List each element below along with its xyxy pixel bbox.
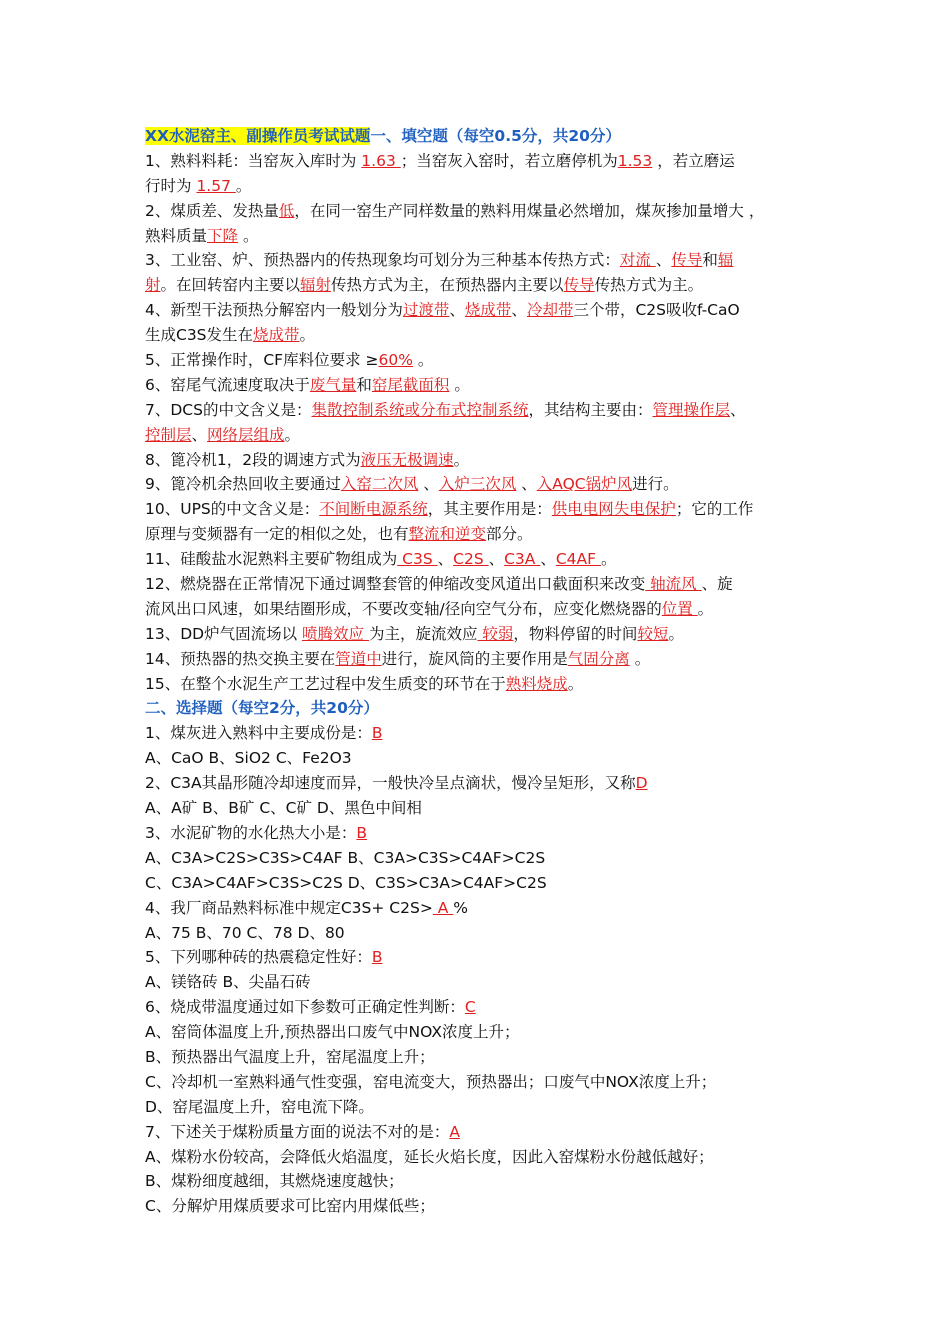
answer-text: 管道中 <box>335 649 382 668</box>
question-line <box>145 970 815 995</box>
answer-text: 窑尾截面积 <box>371 375 450 394</box>
question-line <box>145 921 815 946</box>
answer-text: 烧成带 <box>253 326 300 345</box>
answer-text: C4AF <box>555 550 601 569</box>
question-text: 、 <box>511 301 527 320</box>
question-text: A、A矿 B、B矿 C、C矿 D、黑色中间相 <box>145 799 422 818</box>
question-line <box>145 472 815 497</box>
answer-text: 下降 <box>207 226 239 245</box>
question-text: 。在回转窑内主要以 <box>160 276 301 295</box>
question-text: 和 <box>356 375 372 394</box>
question-text: 4、我厂商品熟料标准中规定C3S+ C2S> <box>145 898 433 917</box>
question-text: 7、下述关于煤粉质量方面的说法不对的是： <box>145 1122 450 1141</box>
question-text: 、旋 <box>701 575 733 594</box>
question-text: 。 <box>567 674 584 693</box>
question-text: 、 <box>655 251 672 270</box>
question-text: 11、硅酸盐水泥熟料主要矿物组成为 <box>145 550 398 569</box>
section-fill-heading: 一、填空题（每空0.5分，共20分） <box>370 127 621 145</box>
question-text: 进行，旋风筒的主要作用是 <box>381 649 568 668</box>
question-text: 。 <box>412 351 434 370</box>
question-text: A、C3A>C2S>C3S>C4AF B、C3A>C3S>C4AF>C2S <box>145 848 546 867</box>
question-line <box>145 721 815 746</box>
question-line <box>145 398 815 423</box>
question-text: 2、煤质差、发热量 <box>145 201 279 220</box>
question-text: C、分解炉用煤质要求可比窑内用煤低些； <box>145 1197 435 1216</box>
question-text: 。 <box>629 649 651 668</box>
question-text: % <box>453 898 469 917</box>
answer-text: 较短 <box>637 624 669 643</box>
answer-text: 较弱 <box>477 624 514 643</box>
question-text: 、 <box>488 550 505 569</box>
answer-text: 入窑二次风 <box>340 475 419 494</box>
answer-text: 集散控制系统或分布式控制系统 <box>311 400 529 419</box>
question-line <box>145 373 815 398</box>
question-line <box>145 746 815 771</box>
question-text: 和 <box>702 251 718 270</box>
answer-text: 入AQC锅炉风 <box>536 475 633 494</box>
answer-text: 烧成带 <box>464 301 512 320</box>
question-text: 传热方式为主。 <box>594 276 704 295</box>
question-line <box>145 821 815 846</box>
question-text: 流风出口风速，如果结圈形成，不要改变轴/径向空气分布，应变化燃烧器的 <box>145 599 662 618</box>
question-text: ，物料停留的时间 <box>513 624 638 643</box>
question-text: 6、烧成带温度通过如下参数可正确定性判断： <box>145 998 465 1017</box>
question-text: A、75 B、70 C、78 D、80 <box>145 923 345 942</box>
question-text: 行时为 <box>145 176 197 195</box>
question-text: 5、正常操作时，CF库料位要求 ≥ <box>145 351 379 370</box>
question-lines <box>145 149 815 1219</box>
question-text: 部分。 <box>486 525 533 544</box>
question-line <box>145 1194 815 1219</box>
question-line <box>145 423 815 448</box>
answer-text: 供电电网失电保护 <box>551 500 676 519</box>
question-text: 13、DD炉气固流场以 <box>145 624 303 643</box>
answer-text: 整流和逆变 <box>408 525 487 544</box>
question-line <box>145 174 815 199</box>
answer-text: 冷却带 <box>526 301 574 320</box>
question-text: ，其主要作用是： <box>427 500 552 519</box>
document-title-line <box>145 124 815 149</box>
question-text: 。 <box>235 176 252 195</box>
question-text: 进行。 <box>632 475 679 494</box>
question-line <box>145 672 815 697</box>
question-line <box>145 199 815 224</box>
question-line <box>145 1169 815 1194</box>
question-text: 。 <box>697 599 714 618</box>
answer-text: 低 <box>278 201 295 220</box>
question-text: B、煤粉细度越细，其燃烧速度越快； <box>145 1172 404 1191</box>
question-text: 15、在整个水泥生产工艺过程中发生质变的环节在于 <box>145 674 506 693</box>
question-line <box>145 1020 815 1045</box>
question-line <box>145 945 815 970</box>
question-line <box>145 1095 815 1120</box>
question-text: 为主，旋流效应 <box>368 624 478 643</box>
question-line <box>145 323 815 348</box>
question-text: 8、篦冷机1，2段的调速方式为 <box>145 450 361 469</box>
answer-text: B <box>371 724 383 743</box>
answer-text: 传导 <box>671 251 703 270</box>
question-text: 3、工业窑、炉、预热器内的传热现象均可划分为三种基本传热方式： <box>145 251 620 270</box>
question-text: 生成C3S发生在 <box>145 326 254 345</box>
answer-text: 传导 <box>563 276 595 295</box>
question-line <box>145 348 815 373</box>
answer-text: 入炉三次风 <box>438 475 517 494</box>
question-text: 三个带，C2S吸收f-CaO <box>573 301 740 320</box>
question-text: 、 <box>418 475 439 494</box>
answer-text: B <box>371 948 383 967</box>
question-line <box>145 1145 815 1170</box>
question-text: 9、篦冷机余热回收主要通过 <box>145 475 341 494</box>
question-text: 。 <box>284 425 301 444</box>
question-line <box>145 771 815 796</box>
question-text: ；当窑灰入窑时，若立磨停机为 <box>400 151 618 170</box>
question-text: D、窑尾温度上升，窑电流下降。 <box>145 1097 374 1116</box>
question-line <box>145 622 815 647</box>
answer-text: 过渡带 <box>402 301 450 320</box>
question-text: 传热方式为主，在预热器内主要以 <box>331 276 564 295</box>
question-text: A、窑筒体温度上升,预热器出口废气中NOX浓度上升； <box>145 1023 520 1042</box>
question-line <box>145 1070 815 1095</box>
question-text: 。 <box>600 550 617 569</box>
question-text: ，其结构主要由： <box>528 400 653 419</box>
question-line <box>145 796 815 821</box>
question-text: 5、下列哪种砖的热震稳定性好： <box>145 948 372 967</box>
question-line <box>145 448 815 473</box>
question-line <box>145 298 815 323</box>
answer-text: 射 <box>145 276 161 295</box>
question-text: 3、水泥矿物的水化热大小是： <box>145 823 357 842</box>
question-text: 4、新型干法预热分解窑内一般划分为 <box>145 301 403 320</box>
question-line <box>145 846 815 871</box>
question-text: 、 <box>730 400 746 419</box>
question-text: 。 <box>449 375 470 394</box>
section-choice-heading: 二、选择题（每空2分，共20分） <box>145 699 379 718</box>
answer-text: 液压无极调速 <box>360 450 454 469</box>
question-text: 10、UPS的中文含义是： <box>145 500 320 519</box>
question-text: A、镁铬砖 B、尖晶石砖 <box>145 973 311 992</box>
answer-text: 网络层组成 <box>207 425 285 444</box>
question-text: 1、熟料料耗：当窑灰入库时为 <box>145 151 362 170</box>
question-line <box>145 1120 815 1145</box>
question-line <box>145 597 815 622</box>
question-line <box>145 1045 815 1070</box>
question-text: 6、窑尾气流速度取决于 <box>145 375 310 394</box>
answer-text: A <box>449 1122 460 1141</box>
answer-text: 轴流风 <box>645 575 702 594</box>
answer-text: 1.57 <box>196 176 236 195</box>
question-line <box>145 547 815 572</box>
question-text: 、 <box>437 550 454 569</box>
question-text: 。 <box>238 226 259 245</box>
answer-text: C <box>464 998 476 1017</box>
answer-text: 气固分离 <box>567 649 630 668</box>
question-text: 、 <box>540 550 556 569</box>
answer-text: 废气量 <box>309 375 357 394</box>
question-text: A、煤粉水份较高，会降低火焰温度，延长火焰长度，因此入窑煤粉水份越低越好； <box>145 1147 714 1166</box>
answer-text: 辐 <box>717 251 734 270</box>
question-text: A、CaO B、SiO2 C、Fe2O3 <box>145 749 352 768</box>
question-text: 。 <box>453 450 470 469</box>
question-text: 原理与变频器有一定的相似之处，也有 <box>145 525 409 544</box>
question-text: 2、C3A其晶形随冷却速度而异，一般快冷呈点滴状，慢冷呈矩形，又称 <box>145 774 636 793</box>
question-text: ，在同一窑生产同样数量的熟料用煤量必然增加，煤灰掺加量增大 ， <box>294 201 765 220</box>
question-line <box>145 871 815 896</box>
question-line <box>145 995 815 1020</box>
question-line <box>145 149 815 174</box>
question-text: 、 <box>191 425 208 444</box>
question-text: 1、煤灰进入熟料中主要成份是： <box>145 724 372 743</box>
exam-title: XX水泥窑主、副操作员考试试题 <box>145 127 371 145</box>
answer-text: 1.63 <box>361 151 401 170</box>
question-line <box>145 647 815 672</box>
answer-text: 1.53 <box>617 151 653 170</box>
question-text: 、 <box>449 301 465 320</box>
exam-document <box>145 124 815 1219</box>
question-text: 。 <box>668 624 684 643</box>
question-text: B、预热器出气温度上升，窑尾温度上升； <box>145 1047 435 1066</box>
answer-text: C3S <box>397 550 438 569</box>
answer-text: C2S <box>453 550 489 569</box>
answer-text: D <box>635 774 648 793</box>
question-text: 熟料质量 <box>145 226 208 245</box>
question-line <box>145 572 815 597</box>
question-line <box>145 273 815 298</box>
answer-text: C3A <box>504 550 541 569</box>
answer-text: 管理操作层 <box>652 400 731 419</box>
question-text: ，若立磨运 <box>652 151 735 170</box>
answer-text: B <box>356 823 368 842</box>
answer-text: A <box>432 898 454 917</box>
question-text: C、冷却机一室熟料通气性变强，窑电流变大，预热器出；口废气中NOX浓度上升； <box>145 1072 717 1091</box>
answer-text: 60% <box>378 351 413 370</box>
answer-text: 熟料烧成 <box>505 674 568 693</box>
question-text: 12、燃烧器在正常情况下通过调整套管的伸缩改变风道出口截面积来改变 <box>145 575 646 594</box>
answer-text: 位置 <box>661 599 698 618</box>
question-line <box>145 522 815 547</box>
answer-text: 辐射 <box>300 276 332 295</box>
question-line <box>145 248 815 273</box>
answer-text: 对流 <box>619 251 656 270</box>
answer-text: 不间断电源系统 <box>319 500 428 519</box>
question-text: 。 <box>299 326 316 345</box>
answer-text: 喷腾效应 <box>302 624 369 643</box>
question-text: C、C3A>C4AF>C3S>C2S D、C3S>C3A>C4AF>C2S <box>145 873 547 892</box>
question-text: ；它的工作 <box>675 500 754 519</box>
answer-text: 控制层 <box>145 425 192 444</box>
question-text: 、 <box>516 475 537 494</box>
question-line <box>145 497 815 522</box>
question-line <box>145 224 815 249</box>
question-line <box>145 896 815 921</box>
question-text: 7、DCS的中文含义是： <box>145 400 312 419</box>
question-text: 14、预热器的热交换主要在 <box>145 649 336 668</box>
